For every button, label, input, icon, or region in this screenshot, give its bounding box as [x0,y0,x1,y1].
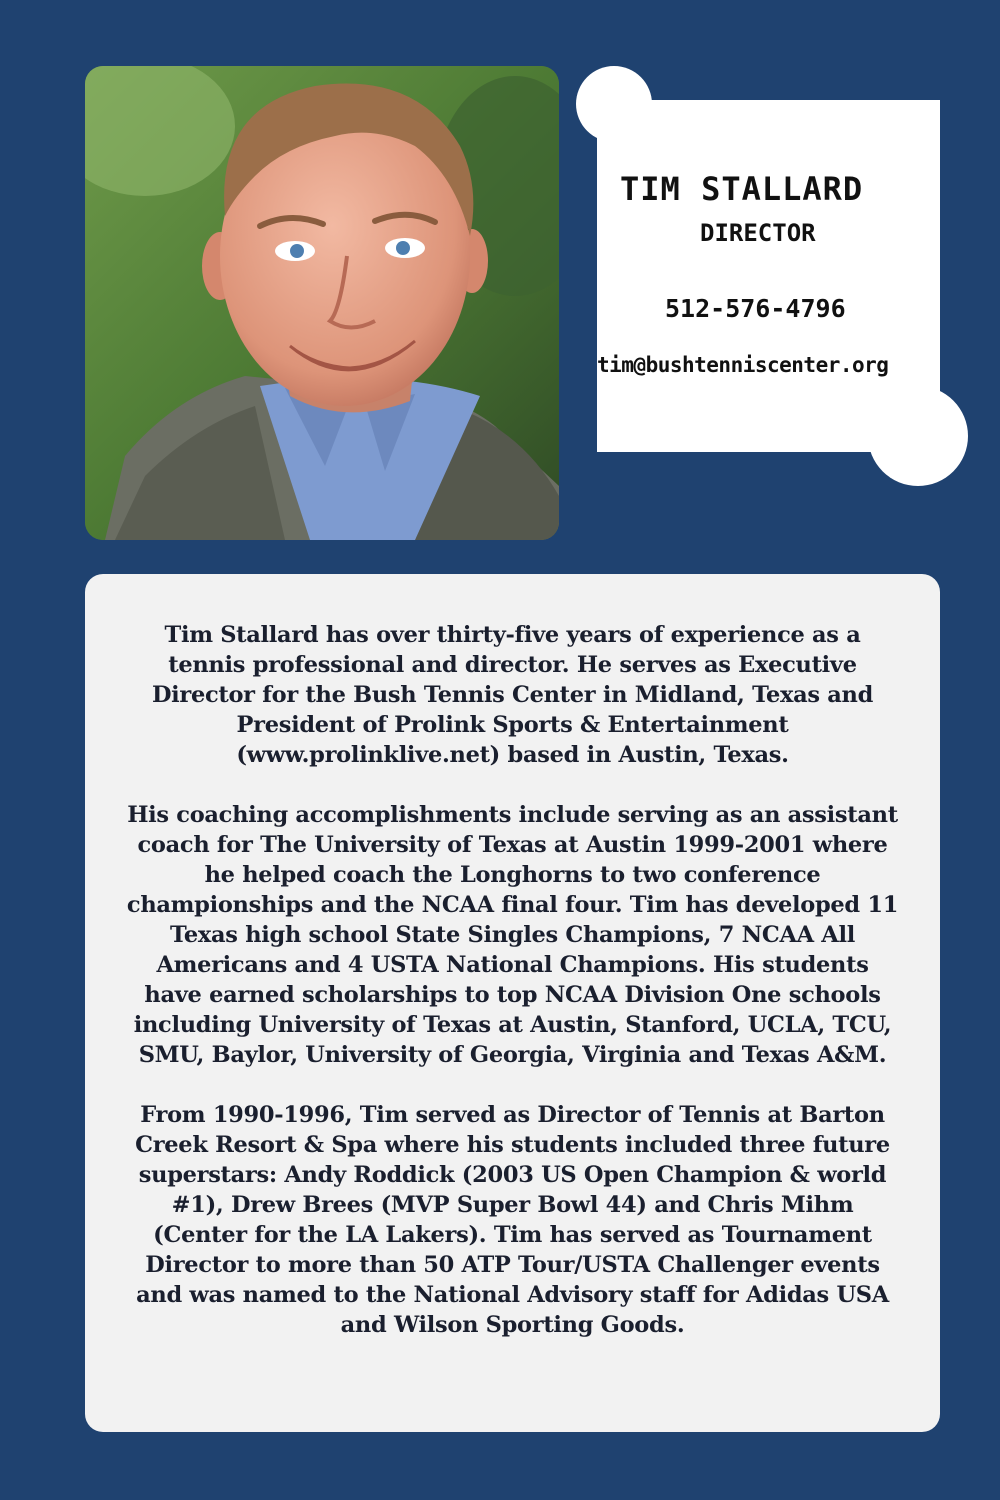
bio-panel [85,574,940,1432]
phone-number[interactable]: 512-576-4796 [665,294,846,323]
bio-paragraph: From 1990-1996, Tim served as Director of Tennis at Barton Creek Resort & Spa where his students included three future superstars: Andy Roddick (2003 US Open Champion & world #1), Drew Brees (MVP Super Bowl 44) and Chris Mihm (Center for the LA Lakers). Tim has served as Tournament Director to more than 50 ATP Tour/USTA Challenger events and was named to the National Advisory staff for Adidas USA and Wilson Sporting Goods. [135,1102,890,1338]
bio-paragraph: His coaching accomplishments include serving as an assistant coach for The University of Texas at Austin 1999-2001 where he helped coach the Longhorns to two conference championships and the NCAA final four. Tim has developed 11 Texas high school State Singles Champions, 7 NCAA All Americans and 4 USTA National Champions. His students have earned scholarships to top NCAA Division One schools including University of Texas at Austin, Stanford, UCLA, TCU, SMU, Baylor, University of Georgia, Virginia and Texas A&M. [126,802,899,1068]
person-name: TIM STALLARD [620,170,864,208]
portrait-photo [85,66,559,540]
person-title: DIRECTOR [700,219,816,247]
email-address[interactable]: tim@bushtenniscenter.org [597,353,889,377]
decorative-circle [868,386,968,486]
bio-paragraph: Tim Stallard has over thirty-five years of experience as a tennis professional and director. He serves as Executive Director for the Bush Tennis Center in Midland, Texas and President of Prolink Sports & Entertainment (www.prolinklive.net) based in Austin, Texas. [151,622,874,768]
